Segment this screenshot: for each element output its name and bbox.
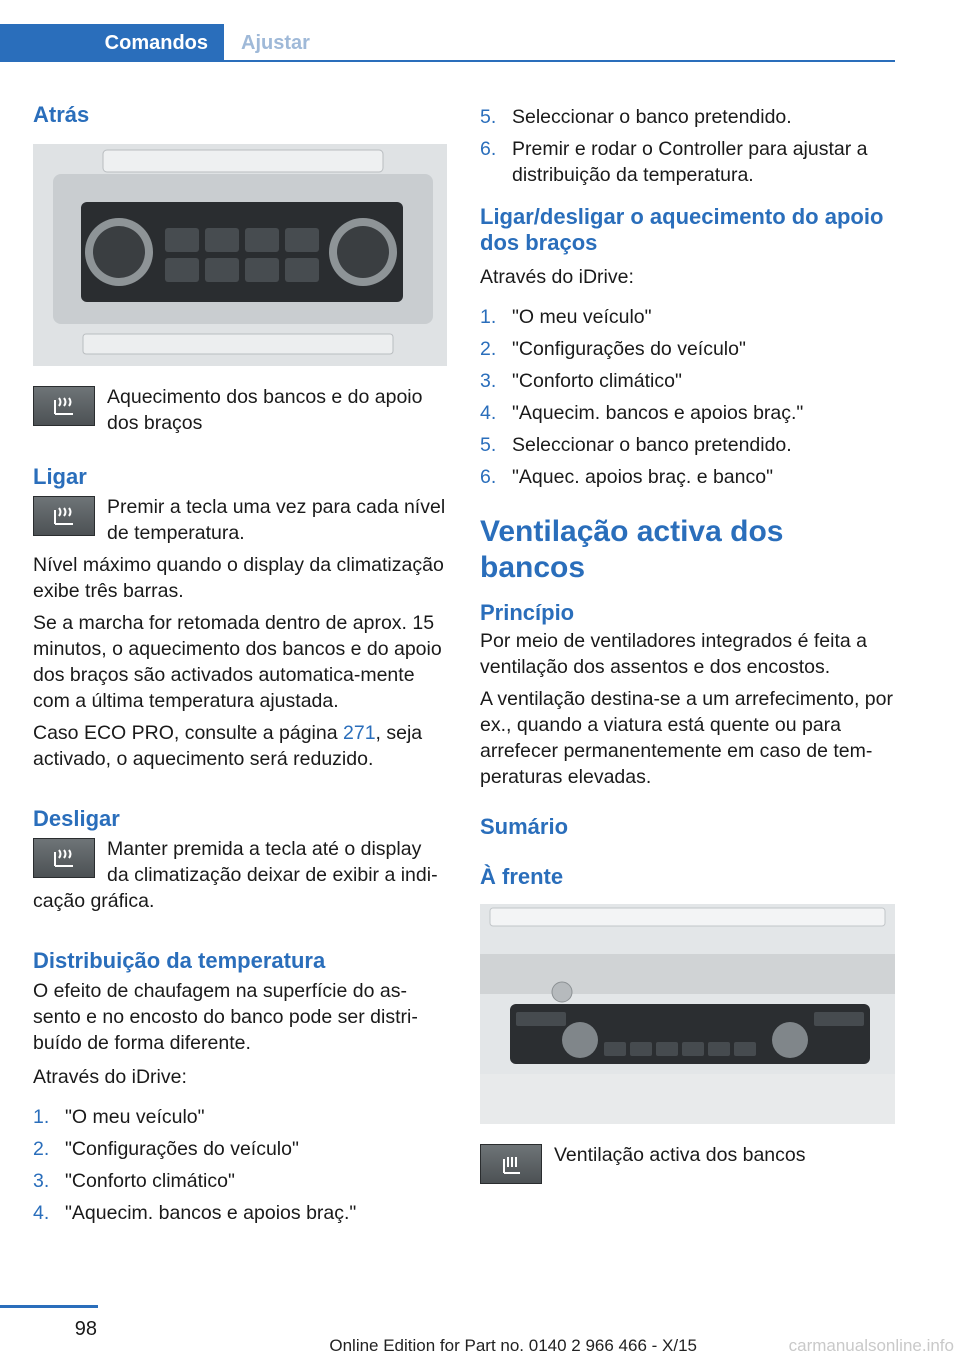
- list-item: [480, 136, 895, 188]
- desligar-text: Manter premida a tecla até o display da climatização deixar de exibir a indi-cação gráfica.: [33, 838, 438, 912]
- list-item: [33, 1168, 447, 1194]
- desligar-row: [33, 836, 447, 914]
- step-text: Seleccionar o banco pretendido.: [512, 106, 792, 128]
- tab-ajustar-label: Ajustar: [241, 31, 310, 54]
- step-text: "O meu veículo": [65, 1106, 205, 1128]
- tab-ajustar[interactable]: [224, 24, 310, 62]
- list-item: [480, 464, 895, 490]
- heading-principio: Princípio: [480, 600, 575, 625]
- step-text: "Conforto climático": [512, 370, 682, 392]
- ligar-row: [33, 494, 447, 546]
- heading-ventilacao: Ventilação activa dos bancos: [480, 515, 784, 584]
- ventilation-caption: Ventilação activa dos bancos: [554, 1144, 806, 1166]
- chapter-tab-bar: [0, 24, 895, 62]
- list-item: [33, 1136, 447, 1162]
- principio-text: Por meio de ventiladores integrados é feita a ventilação dos assentos e dos encostos.: [480, 630, 867, 678]
- step-number: 6.: [480, 138, 497, 160]
- step-text: "Configurações do veículo": [512, 338, 746, 360]
- step-number: 3.: [480, 370, 497, 392]
- tab-comandos-label: Comandos: [104, 31, 208, 54]
- step-number: 5.: [480, 106, 497, 128]
- ventilation-caption-row: [480, 1142, 895, 1184]
- page-link-271[interactable]: 271: [343, 722, 376, 744]
- step-text: "Configurações do veículo": [65, 1138, 299, 1160]
- step-number: 6.: [480, 466, 497, 488]
- right-column: [480, 104, 895, 1184]
- seat-heating-icon: [33, 386, 95, 426]
- list-item: [480, 400, 895, 426]
- list-item: [33, 1200, 447, 1226]
- step-text: "Aquec. apoios braç. e banco": [512, 466, 774, 488]
- rear-climate-panel-illustration: [33, 144, 447, 366]
- step-text: "Conforto climático": [65, 1170, 235, 1192]
- ventilacao-text: A ventilação destina-se a um arrefecimento, por ex., quando a viatura está quente ou para arrefecer permanentemente em caso de tem-peraturas elevadas.: [480, 688, 893, 788]
- rear-climate-panel-photo: [33, 144, 447, 366]
- step-number: 2.: [480, 338, 497, 360]
- heading-desligar: Desligar: [33, 806, 120, 831]
- tab-comandos[interactable]: [0, 24, 224, 62]
- step-number: 1.: [33, 1106, 50, 1128]
- step-text: "Aquecim. bancos e apoios braç.": [65, 1202, 357, 1224]
- heading-distribuicao: Distribuição da temperatura: [33, 948, 326, 973]
- step-text: "Aquecim. bancos e apoios braç.": [512, 402, 804, 424]
- distrib-text: O efeito de chaufagem na superfície do as-sento e no encosto do banco pode ser distri-buído de forma diferente.: [33, 980, 418, 1054]
- tab-underline: [0, 60, 895, 62]
- step-number: 3.: [33, 1170, 50, 1192]
- page-number: 98: [74, 1318, 97, 1340]
- ligar-text: Premir a tecla uma vez para cada nível de temperatura.: [107, 496, 446, 544]
- step-number: 1.: [480, 306, 497, 328]
- heading-ligar: Ligar: [33, 464, 87, 489]
- step-number: 4.: [480, 402, 497, 424]
- eco-text-after: , seja activado, o aquecimento será reduzido.: [33, 722, 423, 770]
- list-item: [480, 368, 895, 394]
- front-climate-panel-illustration: [480, 904, 895, 1124]
- step-number: 5.: [480, 434, 497, 456]
- list-item: [480, 304, 895, 330]
- step-text: "O meu veículo": [512, 306, 652, 328]
- distrib-steps-continued: [480, 104, 895, 188]
- step-number: 4.: [33, 1202, 50, 1224]
- edition-note: Online Edition for Part no. 0140 2 966 466 - X/15: [329, 1336, 697, 1355]
- list-item: [480, 104, 895, 130]
- heating-caption-row: [33, 384, 447, 436]
- footer-rule: [0, 1305, 98, 1308]
- list-item: [33, 1104, 447, 1130]
- armrest-steps: [480, 304, 895, 490]
- idrive-text: Através do iDrive:: [33, 1066, 187, 1088]
- eco-text-before: Caso ECO PRO, consulte a página: [33, 722, 343, 744]
- distrib-steps: [33, 1104, 447, 1226]
- list-item: [480, 432, 895, 458]
- step-number: 2.: [33, 1138, 50, 1160]
- seat-heating-icon: [33, 838, 95, 878]
- front-climate-panel-photo: [480, 904, 895, 1124]
- seat-ventilation-icon: [480, 1144, 542, 1184]
- heading-frente: À frente: [480, 864, 564, 889]
- left-column: [33, 96, 447, 1232]
- heating-caption: Aquecimento dos bancos e do apoio dos braços: [107, 386, 423, 434]
- heading-armrest: Ligar/desligar o aquecimento do apoio dos braços: [480, 204, 884, 255]
- seat-heating-icon: [33, 496, 95, 536]
- idrive-text: Através do iDrive:: [480, 266, 634, 288]
- list-item: [480, 336, 895, 362]
- nivel-text: Nível máximo quando o display da climatização exibe três barras.: [33, 554, 444, 602]
- heading-sumario: Sumário: [480, 814, 569, 839]
- eco-paragraph: [33, 720, 447, 772]
- step-text: Seleccionar o banco pretendido.: [512, 434, 792, 456]
- heading-atras: Atrás: [33, 102, 90, 127]
- step-text: Premir e rodar o Controller para ajustar a distribuição da temperatura.: [512, 138, 868, 186]
- watermark: carmanualsonline.info: [788, 1336, 954, 1355]
- marcha-text: Se a marcha for retomada dentro de aprox. 15 minutos, o aquecimento dos bancos e do apoio dos braços são activados automatica-mente com a última temperatura ajustada.: [33, 612, 442, 712]
